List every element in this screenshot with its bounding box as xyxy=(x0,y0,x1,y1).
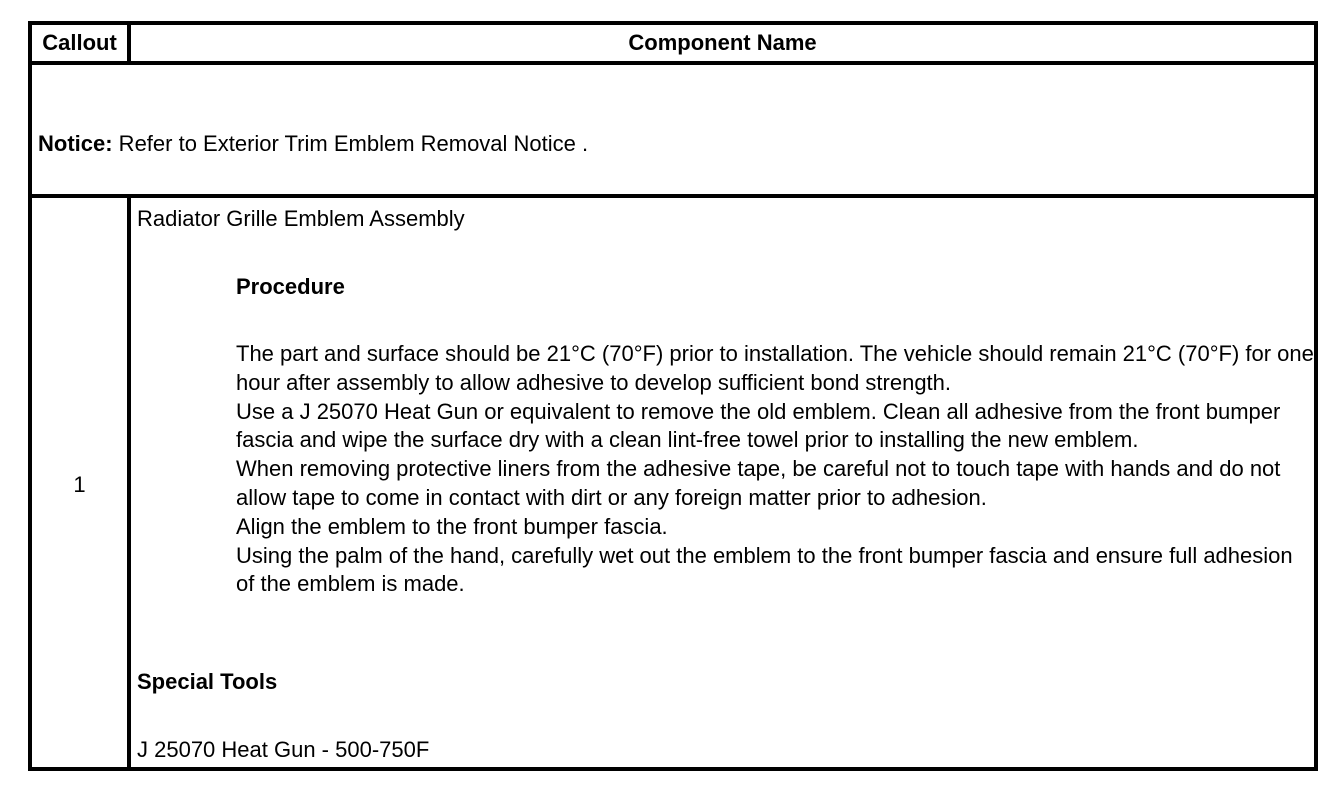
notice-label: Notice: xyxy=(38,131,113,156)
notice-text: Refer to Exterior Trim Emblem Removal Notice . xyxy=(112,131,589,156)
header-callout-cell xyxy=(32,25,131,61)
procedure-step: Align the emblem to the front bumper fascia. xyxy=(236,513,668,539)
component-title: Radiator Grille Emblem Assembly xyxy=(137,206,465,231)
table-row xyxy=(32,198,1314,767)
procedure-step: Using the palm of the hand, carefully wet out the emblem to the front bumper fascia and ensure full adhesion of the emblem is made. xyxy=(236,542,1293,597)
special-tool-item: J 25070 Heat Gun - 500-750F xyxy=(137,737,430,762)
procedure-step: The part and surface should be 21°C (70°F) prior to installation. The vehicle should remain 21°C (70°F) for one hour after assembly to allow adhesive to develop sufficient bond strength. xyxy=(236,341,1314,395)
special-tools-heading: Special Tools xyxy=(137,669,278,694)
procedure-step: Use a J 25070 Heat Gun or equivalent to remove the old emblem. Clean all adhesive from the front bumper fascia and wipe the surface dry with a clean lint-free towel prior to installing the new emblem. xyxy=(236,398,1281,453)
callout-number: 1 xyxy=(73,472,86,497)
notice-row xyxy=(32,65,1314,198)
header-component-name-label: Component Name xyxy=(628,30,817,55)
component-table xyxy=(28,21,1318,771)
component-cell xyxy=(131,198,1314,767)
procedure-heading: Procedure xyxy=(236,274,345,299)
header-callout-label: Callout xyxy=(42,30,117,55)
notice xyxy=(38,129,588,159)
header-component-name-cell xyxy=(131,25,1314,61)
procedure-step: When removing protective liners from the adhesive tape, be careful not to touch tape with hands and do not allow tape to come in contact with dirt or any foreign matter prior to adhesion. xyxy=(236,456,1281,510)
callout-cell xyxy=(32,198,131,767)
procedure-steps xyxy=(236,340,1316,599)
table-header-row xyxy=(32,25,1314,65)
